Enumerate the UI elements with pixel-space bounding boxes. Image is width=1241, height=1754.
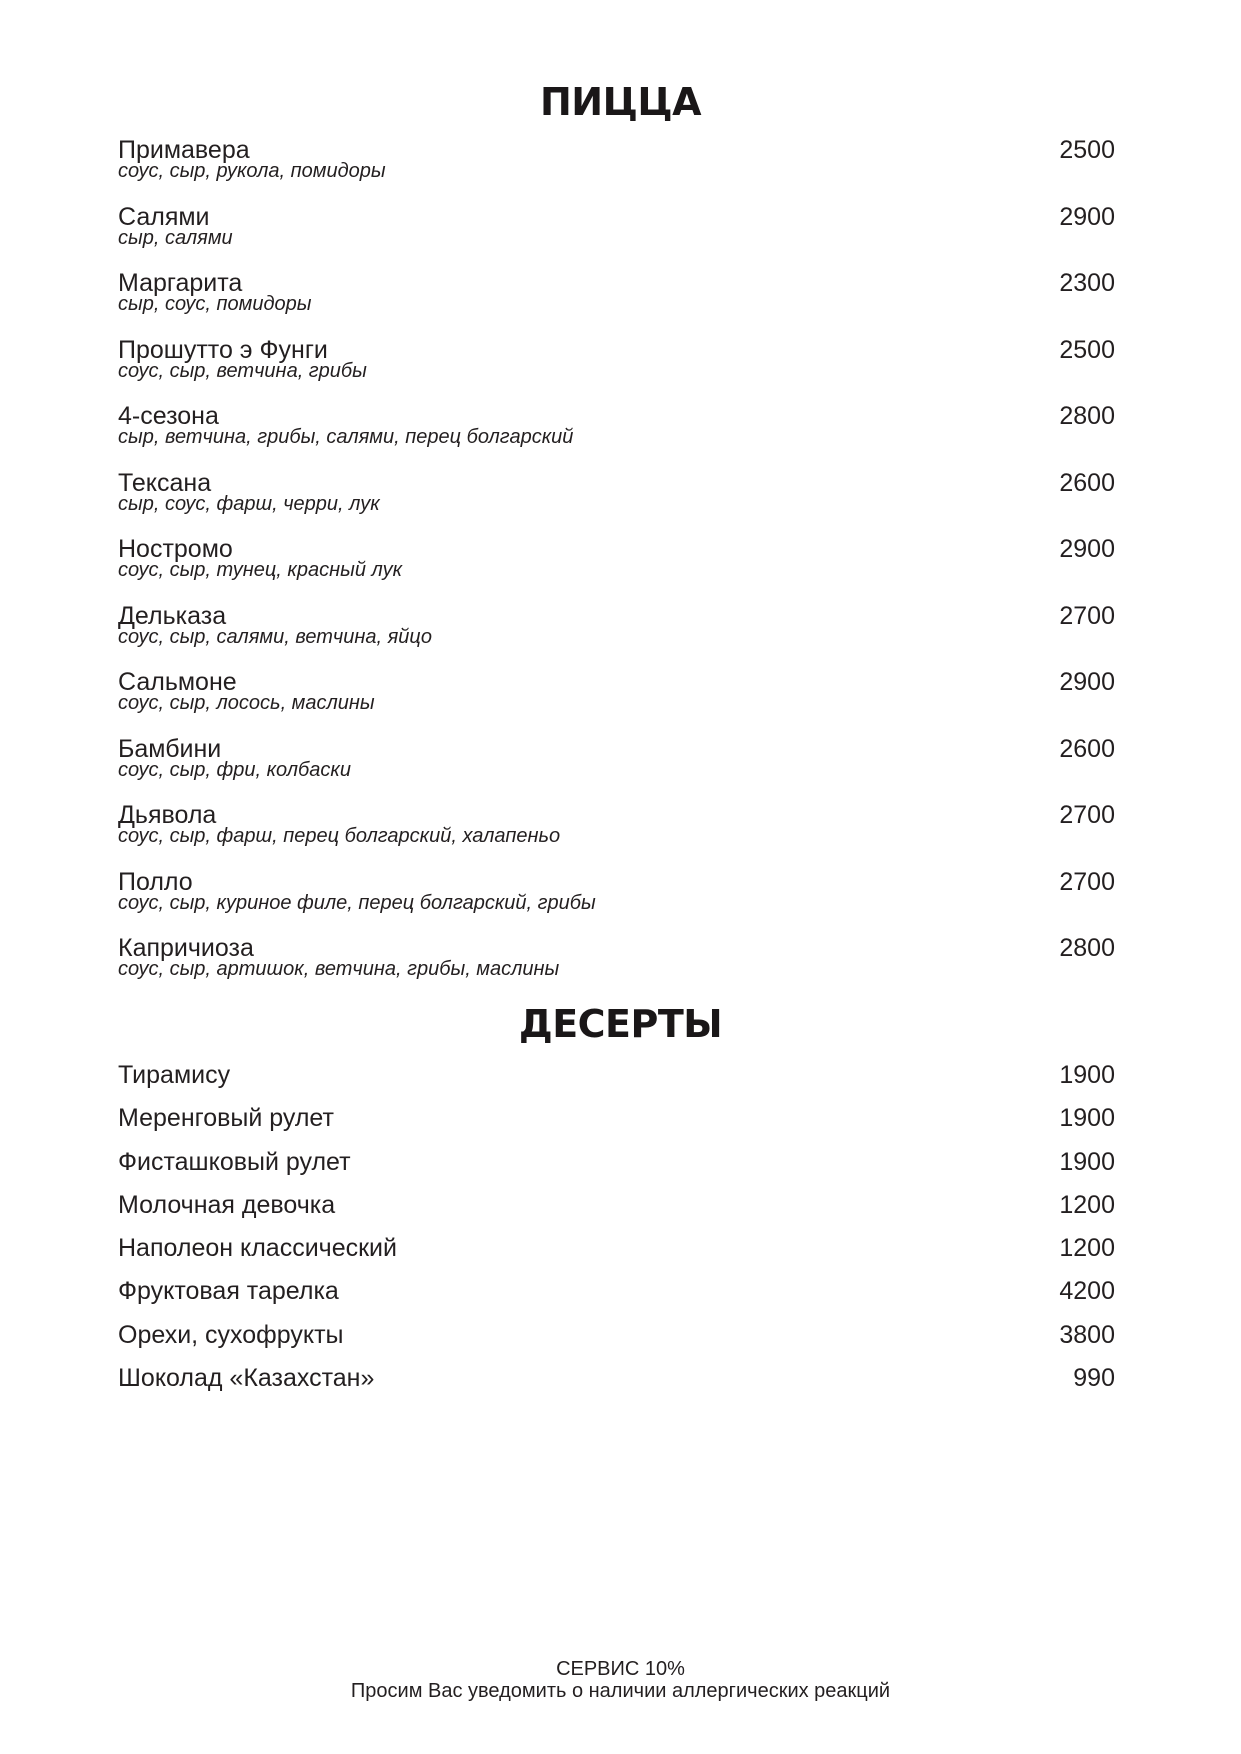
item-name: Тирамису <box>118 1061 231 1089</box>
menu-item <box>118 1277 1115 1320</box>
menu-item <box>118 136 1115 203</box>
item-name: Дельказа <box>118 601 227 630</box>
item-description: соус, сыр, артишок, ветчина, грибы, маслины <box>118 958 560 980</box>
item-price: 2800 <box>1059 934 1115 962</box>
item-price: 4200 <box>1059 1277 1115 1306</box>
allergy-notice: Просим Вас уведомить о наличии аллергических реакций <box>350 1680 891 1702</box>
item-price: 2900 <box>1059 668 1115 696</box>
item-name: Фруктовая тарелка <box>118 1277 339 1306</box>
item-price: 2600 <box>1059 468 1115 497</box>
menu-item <box>118 336 1115 403</box>
item-name: Молочная девочка <box>118 1190 336 1219</box>
item-name: Наполеон классический <box>118 1234 397 1263</box>
menu-item <box>118 602 1115 669</box>
item-description: соус, сыр, лосось, маслины <box>118 692 375 714</box>
item-description: сыр, соус, помидоры <box>118 293 312 315</box>
item-description: соус, сыр, рукола, помидоры <box>118 160 386 182</box>
item-price: 2700 <box>1059 801 1115 829</box>
menu-item <box>118 469 1115 536</box>
item-price: 2900 <box>1059 202 1115 231</box>
item-price: 990 <box>1073 1364 1115 1393</box>
item-description: сыр, ветчина, грибы, салями, перец болгарский <box>118 426 574 448</box>
item-price: 2600 <box>1059 734 1115 763</box>
menu-item <box>118 868 1115 935</box>
menu-item <box>118 668 1115 735</box>
menu-item <box>118 1234 1115 1277</box>
item-price: 1900 <box>1059 1104 1115 1133</box>
item-description: сыр, салями <box>118 226 233 249</box>
item-name: Фисташковый рулет <box>118 1147 351 1176</box>
item-price: 1200 <box>1059 1190 1115 1219</box>
item-description: соус, сыр, салями, ветчина, яйцо <box>118 625 432 648</box>
menu-item <box>118 402 1115 469</box>
menu-item <box>118 801 1115 868</box>
item-price: 2500 <box>1059 335 1115 364</box>
item-name: 4-сезона <box>118 402 219 430</box>
menu-item <box>118 1364 1115 1407</box>
item-name: Меренговый рулет <box>118 1104 334 1133</box>
item-name: Полло <box>118 867 193 896</box>
service-charge-note: СЕРВИС 10% <box>556 1658 685 1680</box>
item-price: 3800 <box>1059 1320 1115 1349</box>
item-price: 2900 <box>1059 535 1115 563</box>
item-description: соус, сыр, куриное филе, перец болгарский, грибы <box>118 891 596 914</box>
item-price: 2800 <box>1059 402 1115 430</box>
item-description: соус, сыр, фарш, перец болгарский, халапеньо <box>118 825 561 847</box>
item-name: Салями <box>118 202 210 231</box>
item-name: Шоколад «Казахстан» <box>118 1364 375 1393</box>
menu-item <box>118 934 1115 1001</box>
menu-item <box>118 1191 1115 1234</box>
menu-item <box>118 269 1115 336</box>
dessert-menu-list <box>118 1061 1115 1407</box>
item-price: 2500 <box>1059 136 1115 164</box>
item-description: соус, сыр, фри, колбаски <box>118 758 351 781</box>
menu-item <box>118 1321 1115 1364</box>
item-name: Сальмоне <box>118 668 237 696</box>
menu-item <box>118 1104 1115 1147</box>
section-title-pizza: ПИЦЦА <box>539 80 702 124</box>
menu-item <box>118 1061 1115 1104</box>
section-title-desserts: ДЕСЕРТЫ <box>518 1002 723 1046</box>
item-price: 1900 <box>1059 1147 1115 1176</box>
pizza-menu-list <box>118 136 1115 1001</box>
item-name: Дьявола <box>118 801 217 829</box>
item-price: 2700 <box>1059 867 1115 896</box>
item-name: Маргарита <box>118 269 243 297</box>
item-name: Капричиоза <box>118 934 254 962</box>
menu-item <box>118 1148 1115 1191</box>
item-description: сыр, соус, фарш, черри, лук <box>118 492 380 515</box>
item-name: Ностромо <box>118 535 233 563</box>
item-description: соус, сыр, ветчина, грибы <box>118 359 367 382</box>
menu-item <box>118 535 1115 602</box>
item-name: Бамбини <box>118 734 222 763</box>
item-price: 2300 <box>1059 269 1115 297</box>
menu-item <box>118 203 1115 270</box>
item-price: 2700 <box>1059 601 1115 630</box>
item-price: 1900 <box>1059 1061 1115 1089</box>
item-name: Тексана <box>118 468 212 497</box>
item-name: Примавера <box>118 136 250 164</box>
item-name: Орехи, сухофрукты <box>118 1320 344 1349</box>
item-name: Прошутто э Фунги <box>118 335 328 364</box>
item-description: соус, сыр, тунец, красный лук <box>118 559 403 581</box>
menu-item <box>118 735 1115 802</box>
item-price: 1200 <box>1059 1234 1115 1263</box>
